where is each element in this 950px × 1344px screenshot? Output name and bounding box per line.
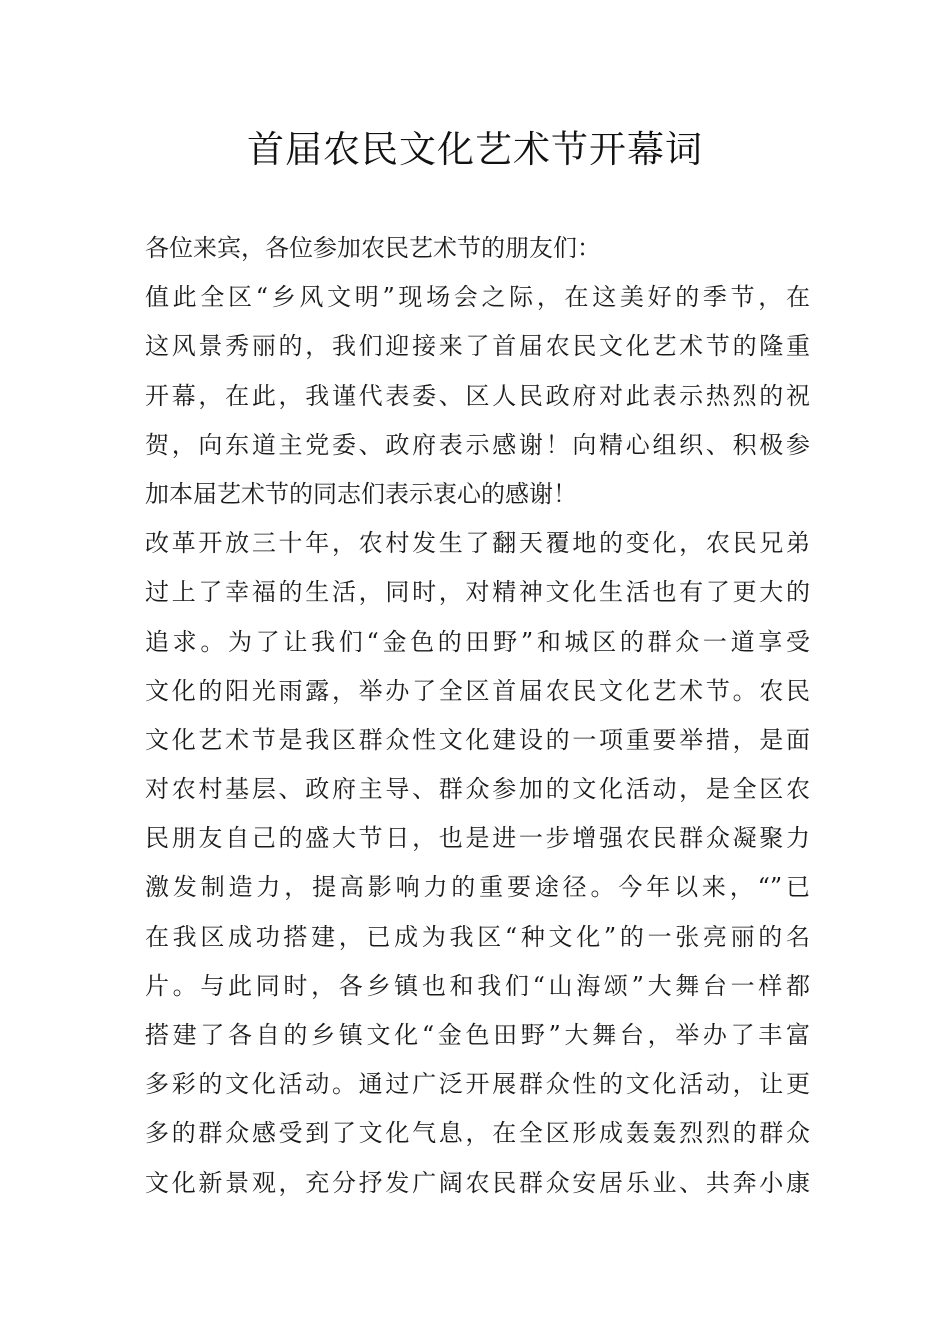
body-line: 激发制造力，提高影响力的重要途径。今年以来，“”已 (145, 873, 810, 902)
body-line: 在我区成功搭建，已成为我区“种文化”的一张亮丽的名 (145, 922, 810, 951)
body-line: 文化艺术节是我区群众性文化建设的一项重要举措，是面 (145, 725, 810, 754)
body-line: 多彩的文化活动。通过广泛开展群众性的文化活动，让更 (145, 1070, 810, 1099)
body-line: 贺，向东道主党委、政府表示感谢！向精心组织、积极参 (145, 430, 810, 459)
body-line: 文化新景观，充分抒发广阔农民群众安居乐业、共奔小康 (145, 1168, 810, 1197)
body-line: 开幕，在此，我谨代表委、区人民政府对此表示热烈的祝 (145, 381, 810, 410)
salutation-line: 各位来宾，各位参加农民艺术节的朋友们： (145, 234, 601, 262)
body-line: 片。与此同时，各乡镇也和我们“山海颂”大舞台一样都 (145, 971, 810, 1000)
body-line: 过上了幸福的生活，同时，对精神文化生活也有了更大的 (145, 578, 810, 607)
body-line: 追求。为了让我们“金色的田野”和城区的群众一道享受 (145, 627, 810, 656)
body-line: 这风景秀丽的，我们迎接来了首届农民文化艺术节的隆重 (145, 332, 810, 361)
body-line: 多的群众感受到了文化气息，在全区形成轰轰烈烈的群众 (145, 1119, 810, 1148)
body-line: 对农村基层、政府主导、群众参加的文化活动，是全区农 (145, 775, 810, 804)
body-line: 民朋友自己的盛大节日，也是进一步增强农民群众凝聚力 (145, 824, 810, 853)
body-line: 搭建了各自的乡镇文化“金色田野”大舞台，举办了丰富 (145, 1021, 810, 1049)
body-line: 加本届艺术节的同志们表示衷心的感谢！ (145, 479, 577, 508)
document-body (145, 224, 810, 1208)
body-line: 值此全区“乡风文明”现场会之际，在这美好的季节，在 (145, 283, 810, 312)
document-title: 首届农民文化艺术节开幕词 (247, 128, 703, 171)
body-line: 文化的阳光雨露，举办了全区首届农民文化艺术节。农民 (145, 676, 810, 705)
body-line: 改革开放三十年，农村发生了翻天覆地的变化，农民兄弟 (145, 529, 810, 558)
